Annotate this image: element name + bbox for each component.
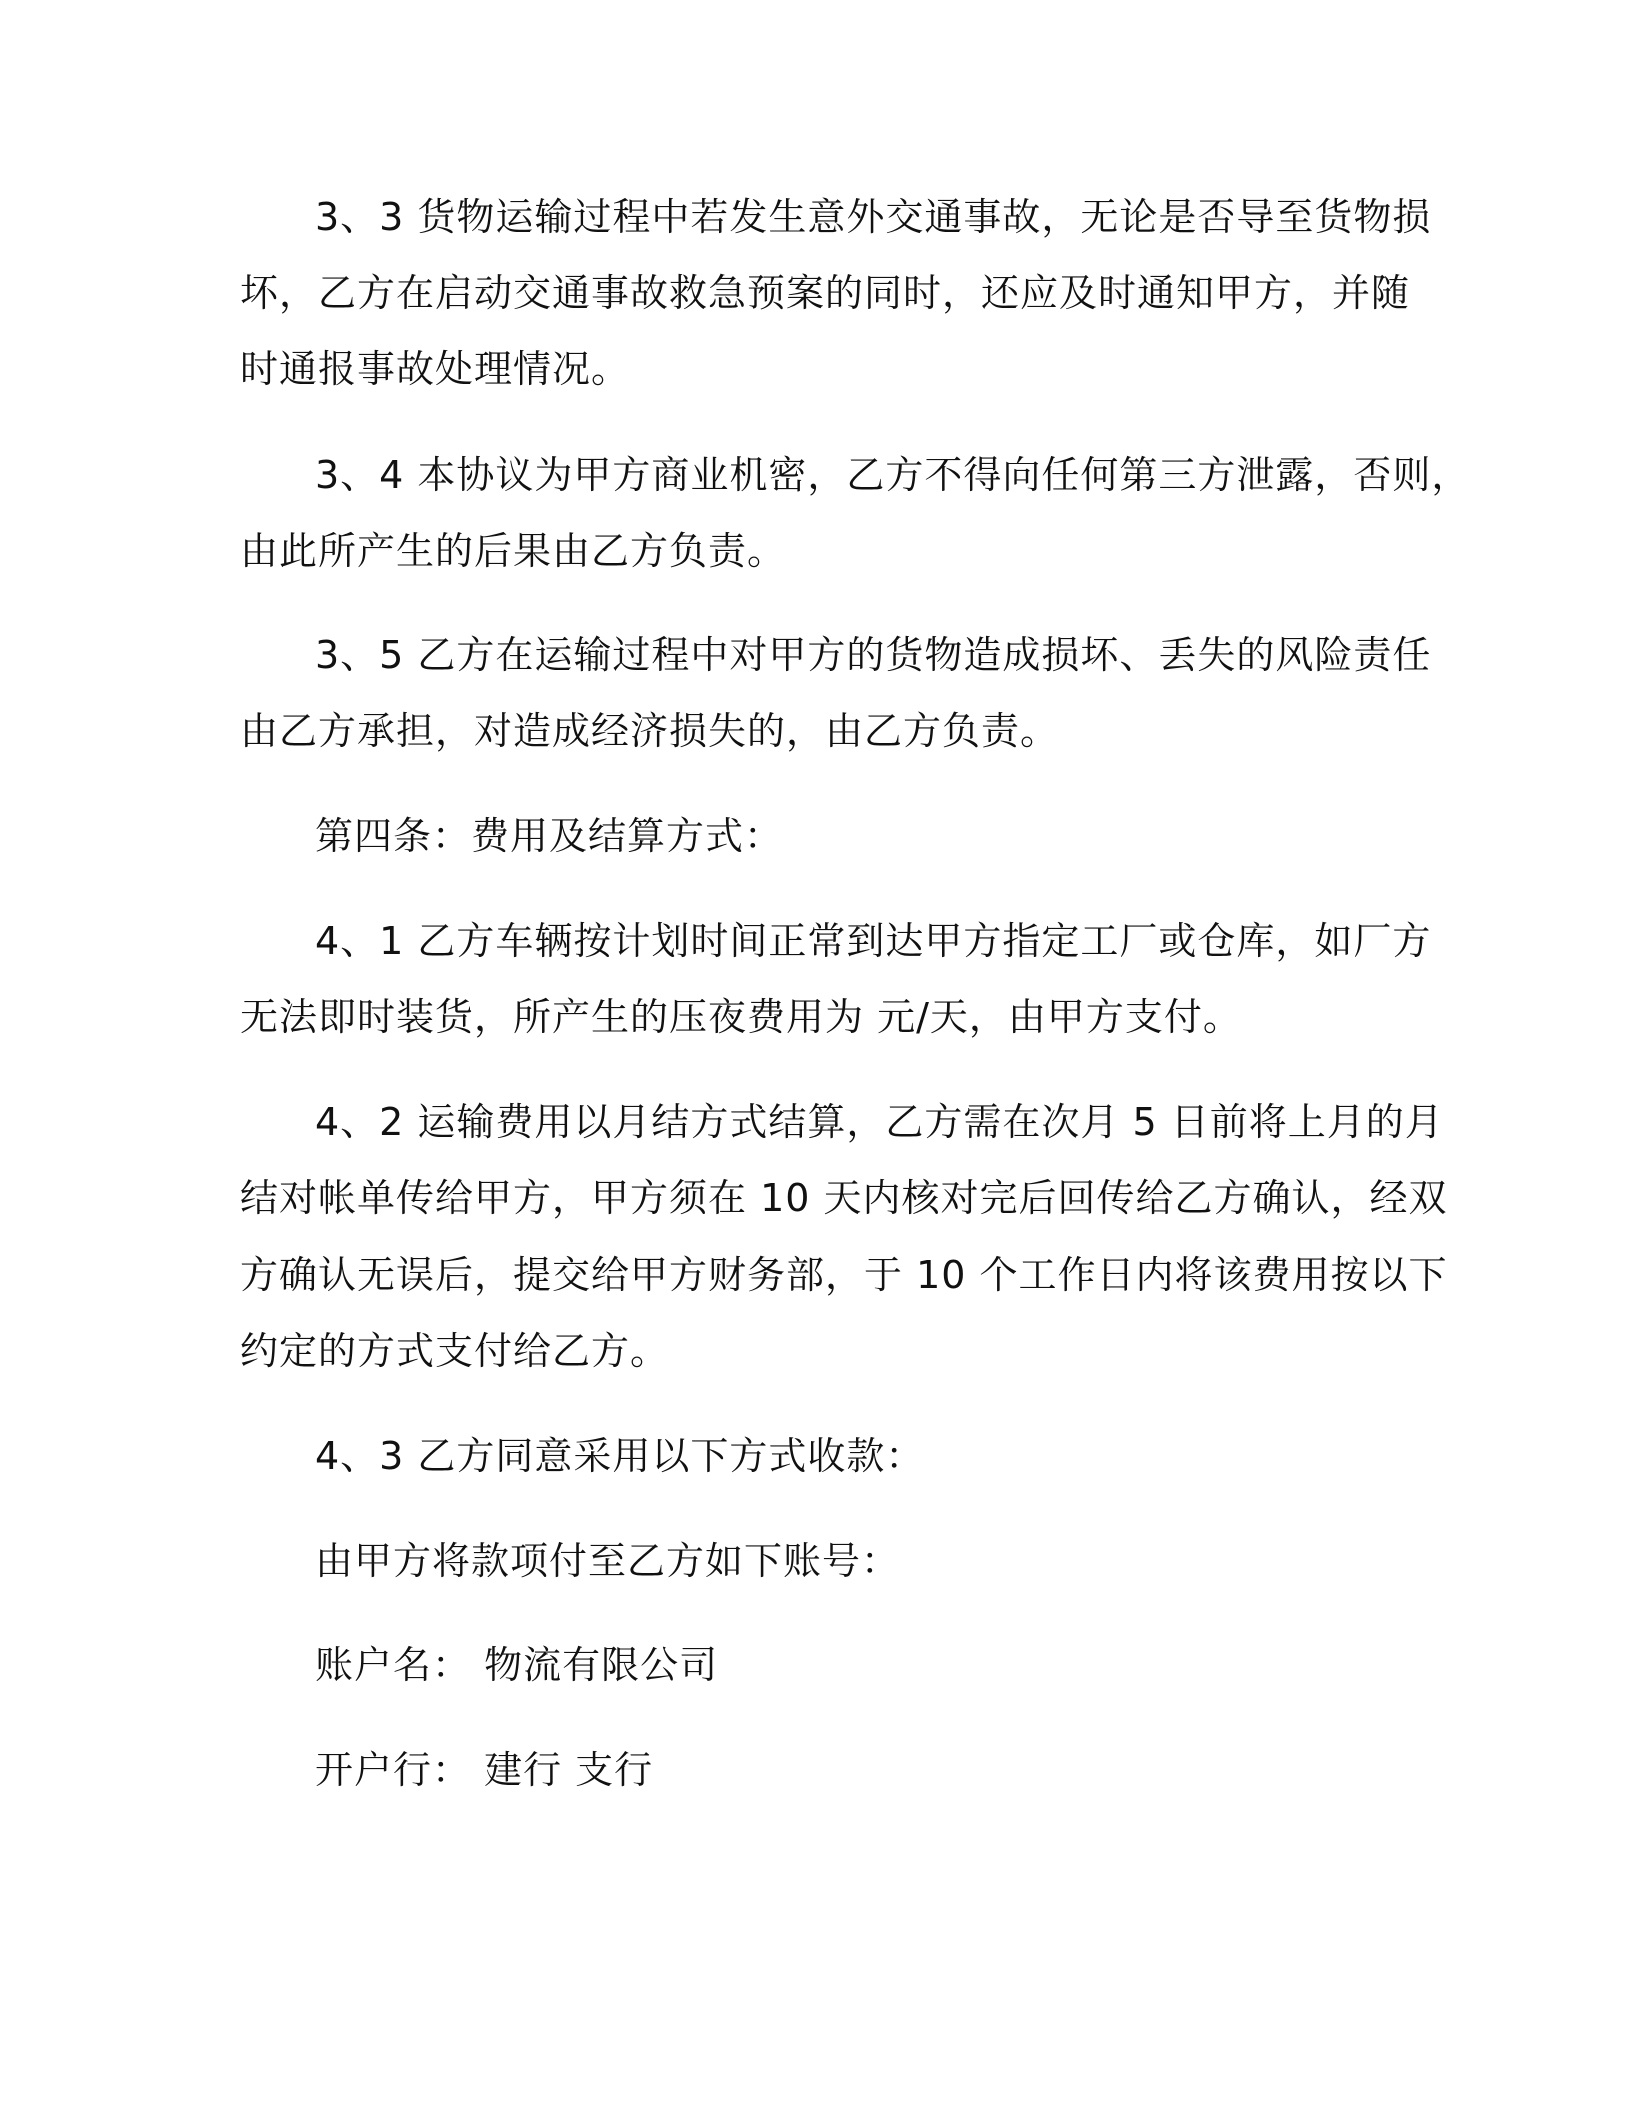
clause-4-2-line-3: 方确认无误后，提交给甲方财务部，于 10 个工作日内将该费用按以下 [240, 1253, 1448, 1297]
clause-4-2-line-1: 4、2 运输费用以月结方式结算，乙方需在次月 5 日前将上月的月 [315, 1100, 1444, 1144]
clause-3-3-line-2: 坏，乙方在启动交通事故救急预案的同时，还应及时通知甲方，并随 [240, 271, 1411, 315]
clause-4-2-line-2: 结对帐单传给甲方，甲方须在 10 天内核对完后回传给乙方确认，经双 [240, 1176, 1448, 1220]
payment-intro: 由甲方将款项付至乙方如下账号： [315, 1539, 901, 1583]
clause-3-4-line-2: 由此所产生的后果由乙方负责。 [240, 529, 787, 573]
clause-4-1-line-2: 无法即时装货，所产生的压夜费用为 元/天，由甲方支付。 [240, 995, 1242, 1039]
clause-4-3-line-1: 4、3 乙方同意采用以下方式收款： [315, 1434, 925, 1478]
bank-branch: 开户行： 建行 支行 [315, 1748, 654, 1792]
clause-3-3-line-1: 3、3 货物运输过程中若发生意外交通事故，无论是否导至货物损 [315, 195, 1432, 239]
clause-3-5-line-1: 3、5 乙方在运输过程中对甲方的货物造成损坏、丢失的风险责任 [315, 633, 1432, 677]
clause-3-4-line-1: 3、4 本协议为甲方商业机密，乙方不得向任何第三方泄露，否则， [315, 453, 1471, 497]
clause-3-5-line-2: 由乙方承担，对造成经济损失的，由乙方负责。 [240, 709, 1060, 753]
clause-4-1-line-1: 4、1 乙方车辆按计划时间正常到达甲方指定工厂或仓库，如厂方 [315, 919, 1432, 963]
clause-4-2-line-4: 约定的方式支付给乙方。 [240, 1329, 670, 1373]
article-4-heading: 第四条：费用及结算方式： [315, 814, 784, 858]
clause-3-3-line-3: 时通报事故处理情况。 [240, 347, 631, 391]
account-name: 账户名： 物流有限公司 [315, 1643, 719, 1687]
